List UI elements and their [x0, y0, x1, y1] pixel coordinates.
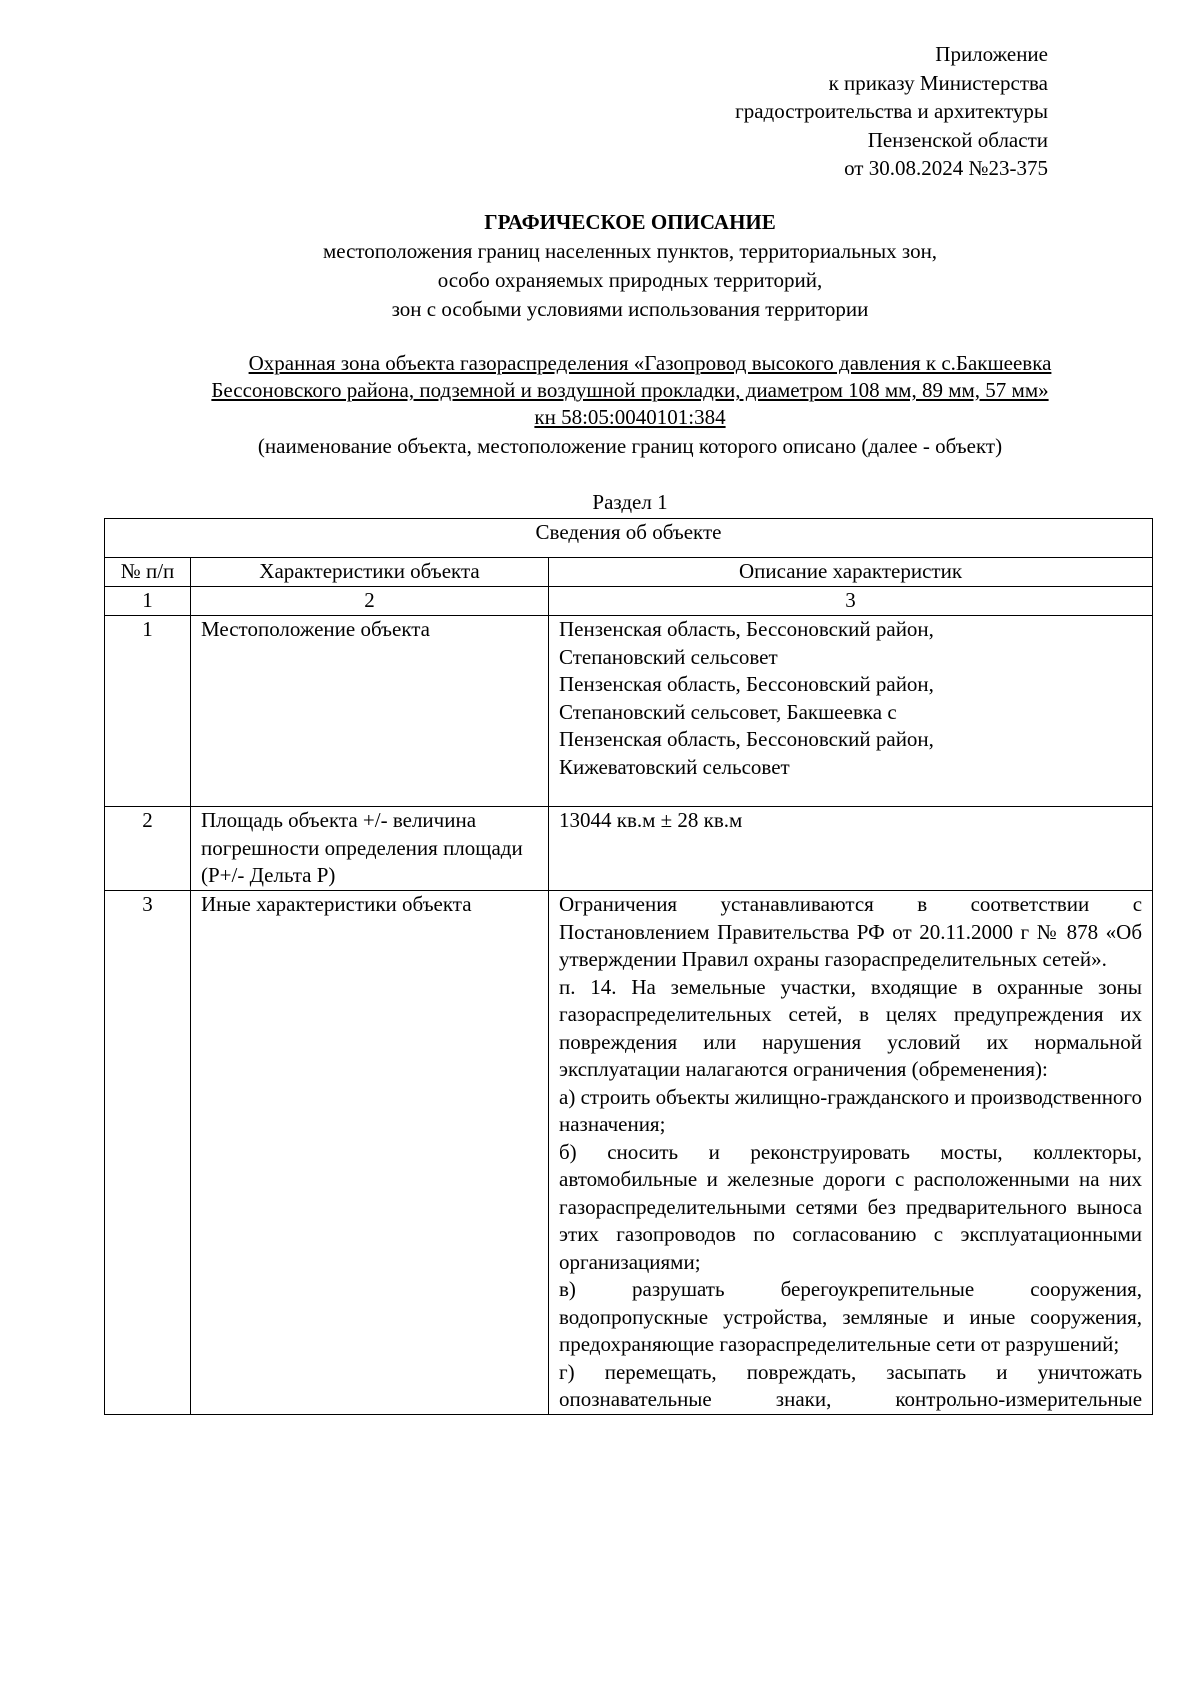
- column-number: 3: [549, 587, 1153, 616]
- table-numbers-row: [105, 587, 1153, 616]
- appendix-line: к приказу Министерства: [828, 70, 1048, 95]
- title-main: ГРАФИЧЕСКОЕ ОПИСАНИЕ: [484, 210, 776, 234]
- appendix-line: от 30.08.2024 №23-375: [844, 156, 1048, 180]
- row-characteristic: Площадь объекта +/- величина погрешности определения площади (P+/- Дельта P): [191, 807, 549, 891]
- description-paragraph: а) строить объекты жилищно-гражданского и производственного назначения;: [559, 1084, 1143, 1136]
- object-info-table: [104, 518, 1153, 1415]
- description-paragraph: б) сносить и реконструировать мосты, коллекторы, автомобильные и железные дороги с расположенными на них газораспределительными сетями без предварительного выноса этих газопроводов по согласованию с эксплуатационными организациями;: [559, 1139, 1143, 1274]
- table-caption: Сведения об объекте: [105, 519, 1153, 558]
- description-line: Степановский сельсовет, Бакшеевка с: [559, 699, 897, 724]
- object-note: (наименование объекта, местоположение границ которого описано (далее - объект): [257, 434, 1003, 458]
- description-paragraph: в) разрушать берегоукрепительные сооружения, водопропускные устройства, земляные и иные сооружения, предохраняющие газораспределительные сети от разрушений;: [559, 1277, 1143, 1356]
- description-paragraph: Ограничения устанавливаются в соответствии с Постановлением Правительства РФ от 20.11.2000 г № 878 «Об утверждении Правил охраны газораспределительных сетей».: [559, 892, 1143, 971]
- row-description: [549, 616, 1153, 807]
- header-cell: Характеристики объекта: [191, 558, 549, 587]
- table-header-row: [105, 558, 1153, 587]
- section-label: Раздел 1: [592, 490, 668, 514]
- header-cell: № п/п: [105, 558, 191, 587]
- appendix-line: Приложение: [935, 42, 1048, 66]
- description-paragraph: г) перемещать, повреждать, засыпать и уничтожать опознавательные знаки, контрольно-измерительные: [559, 1359, 1143, 1411]
- description-line: Кижеватовский сельсовет: [559, 754, 790, 779]
- table-row: [105, 891, 1153, 1415]
- appendix-line: градостроительства и архитектуры: [735, 99, 1048, 123]
- column-number: 2: [191, 587, 549, 616]
- header-cell: Описание характеристик: [549, 558, 1153, 587]
- row-number: 3: [105, 891, 191, 1415]
- title-sub-line: зон с особыми условиями использования территории: [391, 297, 869, 321]
- appendix-block: [735, 40, 1048, 183]
- description-paragraph: п. 14. На земельные участки, входящие в охранные зоны газораспределительных сетей, в целях предупреждения их повреждения или нарушения условий их нормальной эксплуатации налагаются ограничения (обременения):: [559, 974, 1143, 1081]
- table-row: [105, 807, 1153, 891]
- row-characteristic: Местоположение объекта: [191, 616, 549, 807]
- description-line: Пензенская область, Бессоновский район,: [559, 617, 934, 641]
- row-description: 13044 кв.м ± 28 кв.м: [549, 807, 1153, 891]
- object-description: [140, 350, 1120, 460]
- cadastral-number: кн 58:05:0040101:384: [534, 405, 726, 429]
- document-title: [0, 208, 1200, 324]
- table-row: [105, 616, 1153, 807]
- column-number: 1: [105, 587, 191, 616]
- description-line: Степановский сельсовет: [559, 644, 778, 669]
- row-description: [549, 891, 1153, 1415]
- object-name-line: Охранная зона объекта газораспределения «Газопровод высокого давления к с.Бакшеевка: [248, 351, 1052, 375]
- title-sub-line: местоположения границ населенных пунктов, территориальных зон,: [322, 239, 938, 263]
- appendix-line: Пензенской области: [867, 127, 1048, 152]
- row-number: 2: [105, 807, 191, 891]
- description-line: Пензенская область, Бессоновский район,: [559, 672, 934, 696]
- description-line: Пензенская область, Бессоновский район,: [559, 727, 934, 751]
- title-sub-line: особо охраняемых природных территорий,: [437, 268, 823, 292]
- object-name-line: Бессоновского района, подземной и воздушной прокладки, диаметром 108 мм, 89 мм, 57 мм»: [211, 378, 1049, 402]
- row-characteristic: Иные характеристики объекта: [191, 891, 549, 1415]
- row-number: 1: [105, 616, 191, 807]
